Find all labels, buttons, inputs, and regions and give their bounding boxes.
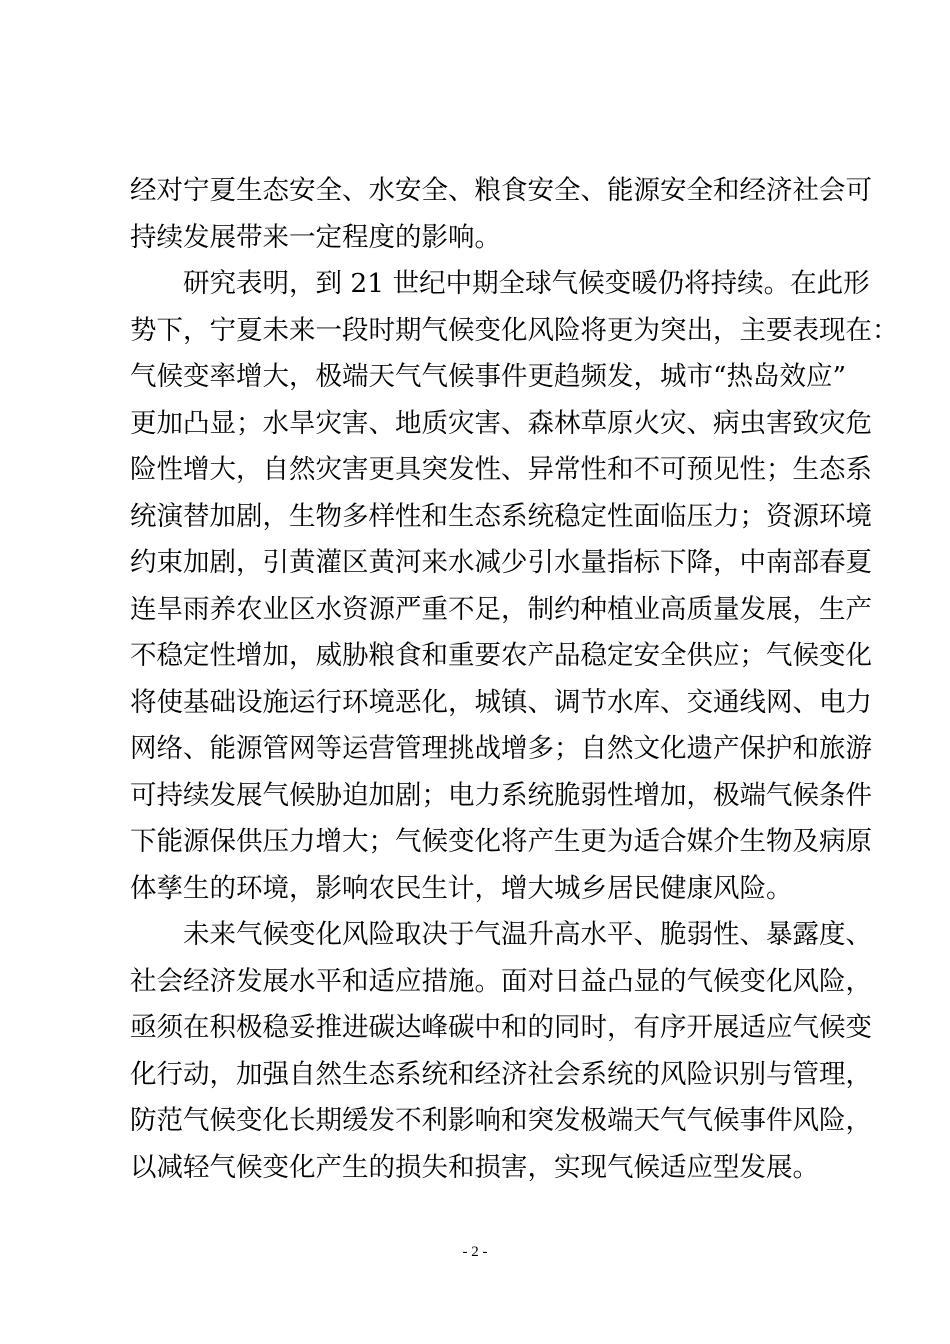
text-line: 体孳生的环境，影响农民生计，增大城乡居民健康风险。 [130, 872, 793, 904]
text-line: 下能源保供压力增大；气候变化将产生更为适合媒介生物及病原 [130, 826, 872, 857]
text-line: 可持续发展气候胁迫加剧；电力系统脆弱性增加，极端气候条件 [130, 779, 872, 811]
text-line: 将使基础设施运行环境恶化，城镇、调节水库、交通线网、电力 [130, 686, 872, 718]
document-body [130, 168, 899, 1191]
text-line: 化行动，加强自然生态系统和经济社会系统的风险识别与管理， [130, 1058, 872, 1090]
page-number: - 2 - [462, 1244, 488, 1260]
text-line: 约束加剧，引黄灌区黄河来水减少引水量指标下降，中南部春夏 [130, 547, 872, 578]
text-line: 更加凸显；水旱灾害、地质灾害、森林草原火灾、病虫害致灾危 [130, 407, 872, 439]
text-line: 经对宁夏生态安全、水安全、粮食安全、能源安全和经济社会可 [130, 175, 872, 206]
text-line: 连旱雨养农业区水资源严重不足，制约种植业高质量发展，生产 [130, 593, 872, 625]
text-line: 统演替加剧，生物多样性和生态系统稳定性面临压力；资源环境 [130, 500, 872, 532]
text-line: 社会经济发展水平和适应措施。面对日益凸显的气候变化风险， [130, 965, 872, 997]
paragraph-research-findings [130, 261, 899, 912]
paragraph-continuation [130, 168, 872, 261]
text-line: 研究表明，到 21 世纪中期全球气候变暖仍将持续。在此形 [130, 268, 870, 299]
text-line: 未来气候变化风险取决于气温升高水平、脆弱性、暴露度、 [130, 919, 872, 950]
text-line: 持续发展带来一定程度的影响。 [130, 221, 501, 253]
text-line: 以减轻气候变化产生的损失和损害，实现气候适应型发展。 [130, 1151, 819, 1183]
paragraph-future-risk [130, 912, 872, 1191]
text-line: 网络、能源管网等运营管理挑战增多；自然文化遗产保护和旅游 [130, 733, 872, 764]
text-line: 势下，宁夏未来一段时期气候变化风险将更为突出，主要表现在： [130, 314, 899, 346]
text-line: 险性增大，自然灾害更具突发性、异常性和不可预见性；生态系 [130, 454, 872, 485]
text-line: 防范气候变化长期缓发不利影响和突发极端天气气候事件风险， [130, 1105, 872, 1136]
text-line: 气候变率增大，极端天气气候事件更趋频发，城市“热岛效应” [130, 361, 847, 392]
text-line: 亟须在积极稳妥推进碳达峰碳中和的同时，有序开展适应气候变 [130, 1012, 872, 1043]
text-line: 不稳定性增加，威胁粮食和重要农产品稳定安全供应；气候变化 [130, 640, 872, 671]
